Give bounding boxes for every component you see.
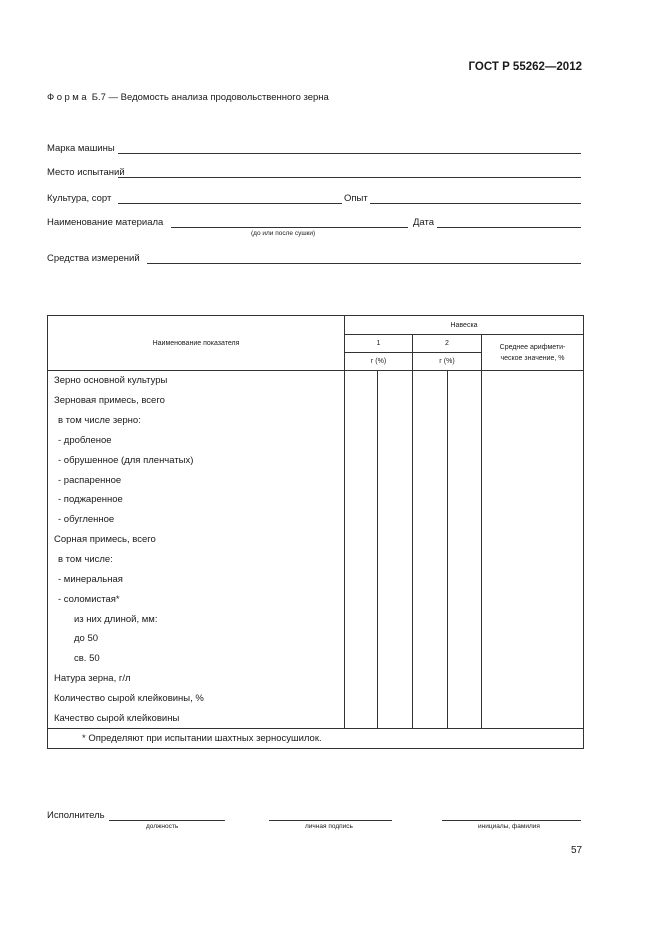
cell-1a[interactable]	[345, 530, 378, 550]
row-label: - обугленное	[48, 510, 345, 530]
table-row	[48, 530, 584, 550]
row-label: в том числе зерно:	[48, 411, 345, 431]
date-label: Дата	[413, 217, 435, 228]
header-indicator: Наименование показателя	[48, 316, 345, 371]
form-title	[47, 92, 329, 103]
row-label: - распаренное	[48, 470, 345, 490]
sign-caption: личная подпись	[305, 823, 353, 830]
row-label: в том числе:	[48, 550, 345, 570]
table-row	[48, 490, 584, 510]
cell-2a[interactable]	[413, 569, 448, 589]
cell-mean[interactable]	[482, 450, 584, 470]
table-row	[48, 411, 584, 431]
cell-2a[interactable]	[413, 689, 448, 709]
cell-2b[interactable]	[448, 669, 482, 689]
cell-mean[interactable]	[482, 411, 584, 431]
row-label: - минеральная	[48, 569, 345, 589]
cell-mean[interactable]	[482, 490, 584, 510]
cell-2a[interactable]	[413, 470, 448, 490]
position-caption: должность	[146, 823, 179, 830]
form-prefix: Форма	[47, 92, 90, 103]
name-caption: инициалы, фамилия	[478, 823, 540, 830]
cell-1a[interactable]	[345, 569, 378, 589]
material-line[interactable]	[171, 227, 408, 228]
header-mean-line1: Среднее арифмети-	[499, 343, 566, 351]
row-label: Зерно основной культуры	[48, 371, 345, 391]
cell-mean[interactable]	[482, 609, 584, 629]
machine-line[interactable]	[118, 153, 581, 154]
cell-1a[interactable]	[345, 649, 378, 669]
cell-2a[interactable]	[413, 371, 448, 391]
cell-2a[interactable]	[413, 490, 448, 510]
table-row	[48, 470, 584, 490]
cell-2b[interactable]	[448, 550, 482, 570]
cell-2b[interactable]	[448, 371, 482, 391]
cell-2b[interactable]	[448, 450, 482, 470]
header-unit-1: г (%)	[345, 353, 413, 371]
header-unit-2: г (%)	[413, 353, 482, 371]
cell-1a[interactable]	[345, 708, 378, 728]
cell-2a[interactable]	[413, 510, 448, 530]
cell-2a[interactable]	[413, 589, 448, 609]
cell-1b[interactable]	[378, 708, 413, 728]
row-label: Зерновая примесь, всего	[48, 391, 345, 411]
name-line[interactable]	[442, 820, 581, 821]
standard-number: ГОСТ Р 55262—2012	[468, 61, 582, 73]
cell-2a[interactable]	[413, 550, 448, 570]
cell-1b[interactable]	[378, 669, 413, 689]
row-label: Сорная примесь, всего	[48, 530, 345, 550]
table-row	[48, 450, 584, 470]
culture-label: Культура, сорт	[47, 193, 112, 204]
table-row	[48, 391, 584, 411]
date-line[interactable]	[437, 227, 581, 228]
row-label: - обрушенное (для пленчатых)	[48, 450, 345, 470]
cell-2b[interactable]	[448, 470, 482, 490]
cell-1b[interactable]	[378, 609, 413, 629]
table-row	[48, 371, 584, 391]
footnote: * Определяют при испытании шахтных зерносушилок.	[48, 729, 584, 749]
row-label: св. 50	[48, 649, 345, 669]
cell-mean[interactable]	[482, 669, 584, 689]
header-sample-2: 2	[413, 335, 482, 353]
cell-mean[interactable]	[482, 470, 584, 490]
instruments-line[interactable]	[147, 263, 581, 264]
table-row	[48, 708, 584, 728]
cell-1b[interactable]	[378, 550, 413, 570]
table-row	[48, 669, 584, 689]
row-label: Натура зерна, г/л	[48, 669, 345, 689]
cell-2b[interactable]	[448, 629, 482, 649]
cell-mean[interactable]	[482, 550, 584, 570]
experiment-label: Опыт	[344, 193, 368, 204]
cell-1b[interactable]	[378, 510, 413, 530]
place-line[interactable]	[118, 177, 581, 178]
cell-1a[interactable]	[345, 669, 378, 689]
cell-1b[interactable]	[378, 411, 413, 431]
cell-2b[interactable]	[448, 510, 482, 530]
table-row	[48, 629, 584, 649]
cell-1a[interactable]	[345, 470, 378, 490]
cell-mean[interactable]	[482, 569, 584, 589]
cell-1b[interactable]	[378, 450, 413, 470]
material-note: (до или после сушки)	[251, 230, 316, 237]
table-row	[48, 589, 584, 609]
table-row	[48, 649, 584, 669]
cell-1b[interactable]	[378, 431, 413, 451]
cell-2a[interactable]	[413, 629, 448, 649]
cell-1a[interactable]	[345, 391, 378, 411]
cell-1b[interactable]	[378, 371, 413, 391]
cell-2b[interactable]	[448, 411, 482, 431]
cell-mean[interactable]	[482, 649, 584, 669]
cell-mean[interactable]	[482, 629, 584, 649]
header-sample: Навеска	[345, 316, 584, 335]
row-label: - поджаренное	[48, 490, 345, 510]
header-mean-line2: ческое значение, %	[500, 354, 565, 362]
cell-mean[interactable]	[482, 530, 584, 550]
cell-1a[interactable]	[345, 431, 378, 451]
cell-2b[interactable]	[448, 589, 482, 609]
cell-1b[interactable]	[378, 391, 413, 411]
cell-2b[interactable]	[448, 708, 482, 728]
cell-2a[interactable]	[413, 708, 448, 728]
cell-1a[interactable]	[345, 609, 378, 629]
cell-mean[interactable]	[482, 391, 584, 411]
cell-mean[interactable]	[482, 689, 584, 709]
cell-2a[interactable]	[413, 450, 448, 470]
cell-2b[interactable]	[448, 649, 482, 669]
cell-1b[interactable]	[378, 490, 413, 510]
cell-1a[interactable]	[345, 490, 378, 510]
cell-2a[interactable]	[413, 649, 448, 669]
table-row	[48, 569, 584, 589]
cell-1b[interactable]	[378, 589, 413, 609]
instruments-label: Средства измерений	[47, 253, 140, 264]
cell-mean[interactable]	[482, 510, 584, 530]
page-number: 57	[571, 845, 583, 856]
cell-2b[interactable]	[448, 431, 482, 451]
machine-label: Марка машины	[47, 143, 115, 154]
cell-1b[interactable]	[378, 470, 413, 490]
cell-1a[interactable]	[345, 450, 378, 470]
cell-1a[interactable]	[345, 550, 378, 570]
cell-2a[interactable]	[413, 431, 448, 451]
cell-mean[interactable]	[482, 589, 584, 609]
cell-mean[interactable]	[482, 708, 584, 728]
row-label: до 50	[48, 629, 345, 649]
culture-line[interactable]	[118, 203, 342, 204]
cell-2a[interactable]	[413, 530, 448, 550]
cell-2a[interactable]	[413, 669, 448, 689]
experiment-line[interactable]	[370, 203, 581, 204]
row-label: Качество сырой клейковины	[48, 708, 345, 728]
form-title-text: Б.7 — Ведомость анализа продовольственного зерна	[91, 92, 329, 103]
cell-2b[interactable]	[448, 391, 482, 411]
cell-2b[interactable]	[448, 530, 482, 550]
cell-1a[interactable]	[345, 411, 378, 431]
cell-2a[interactable]	[413, 391, 448, 411]
cell-mean[interactable]	[482, 431, 584, 451]
cell-1a[interactable]	[345, 589, 378, 609]
row-label: - соломистая*	[48, 589, 345, 609]
cell-1a[interactable]	[345, 510, 378, 530]
table-row	[48, 431, 584, 451]
row-label: - дробленое	[48, 431, 345, 451]
position-line[interactable]	[109, 820, 225, 821]
cell-1a[interactable]	[345, 629, 378, 649]
cell-1b[interactable]	[378, 530, 413, 550]
material-label: Наименование материала	[47, 217, 164, 228]
sign-line[interactable]	[269, 820, 392, 821]
cell-1b[interactable]	[378, 689, 413, 709]
cell-1b[interactable]	[378, 649, 413, 669]
cell-2a[interactable]	[413, 411, 448, 431]
cell-1b[interactable]	[378, 569, 413, 589]
cell-1a[interactable]	[345, 689, 378, 709]
cell-1a[interactable]	[345, 371, 378, 391]
header-sample-1: 1	[345, 335, 413, 353]
row-label: из них длиной, мм:	[48, 609, 345, 629]
cell-2b[interactable]	[448, 689, 482, 709]
place-label: Место испытаний	[47, 167, 125, 178]
table-row	[48, 689, 584, 709]
cell-mean[interactable]	[482, 371, 584, 391]
cell-2b[interactable]	[448, 490, 482, 510]
cell-2a[interactable]	[413, 609, 448, 629]
cell-2b[interactable]	[448, 569, 482, 589]
row-label: Количество сырой клейковины, %	[48, 689, 345, 709]
cell-1b[interactable]	[378, 629, 413, 649]
header-mean	[482, 335, 584, 371]
table-row	[48, 510, 584, 530]
table-row	[48, 609, 584, 629]
table-row	[48, 550, 584, 570]
cell-2b[interactable]	[448, 609, 482, 629]
executor-label: Исполнитель	[47, 810, 105, 821]
analysis-table	[47, 315, 584, 749]
